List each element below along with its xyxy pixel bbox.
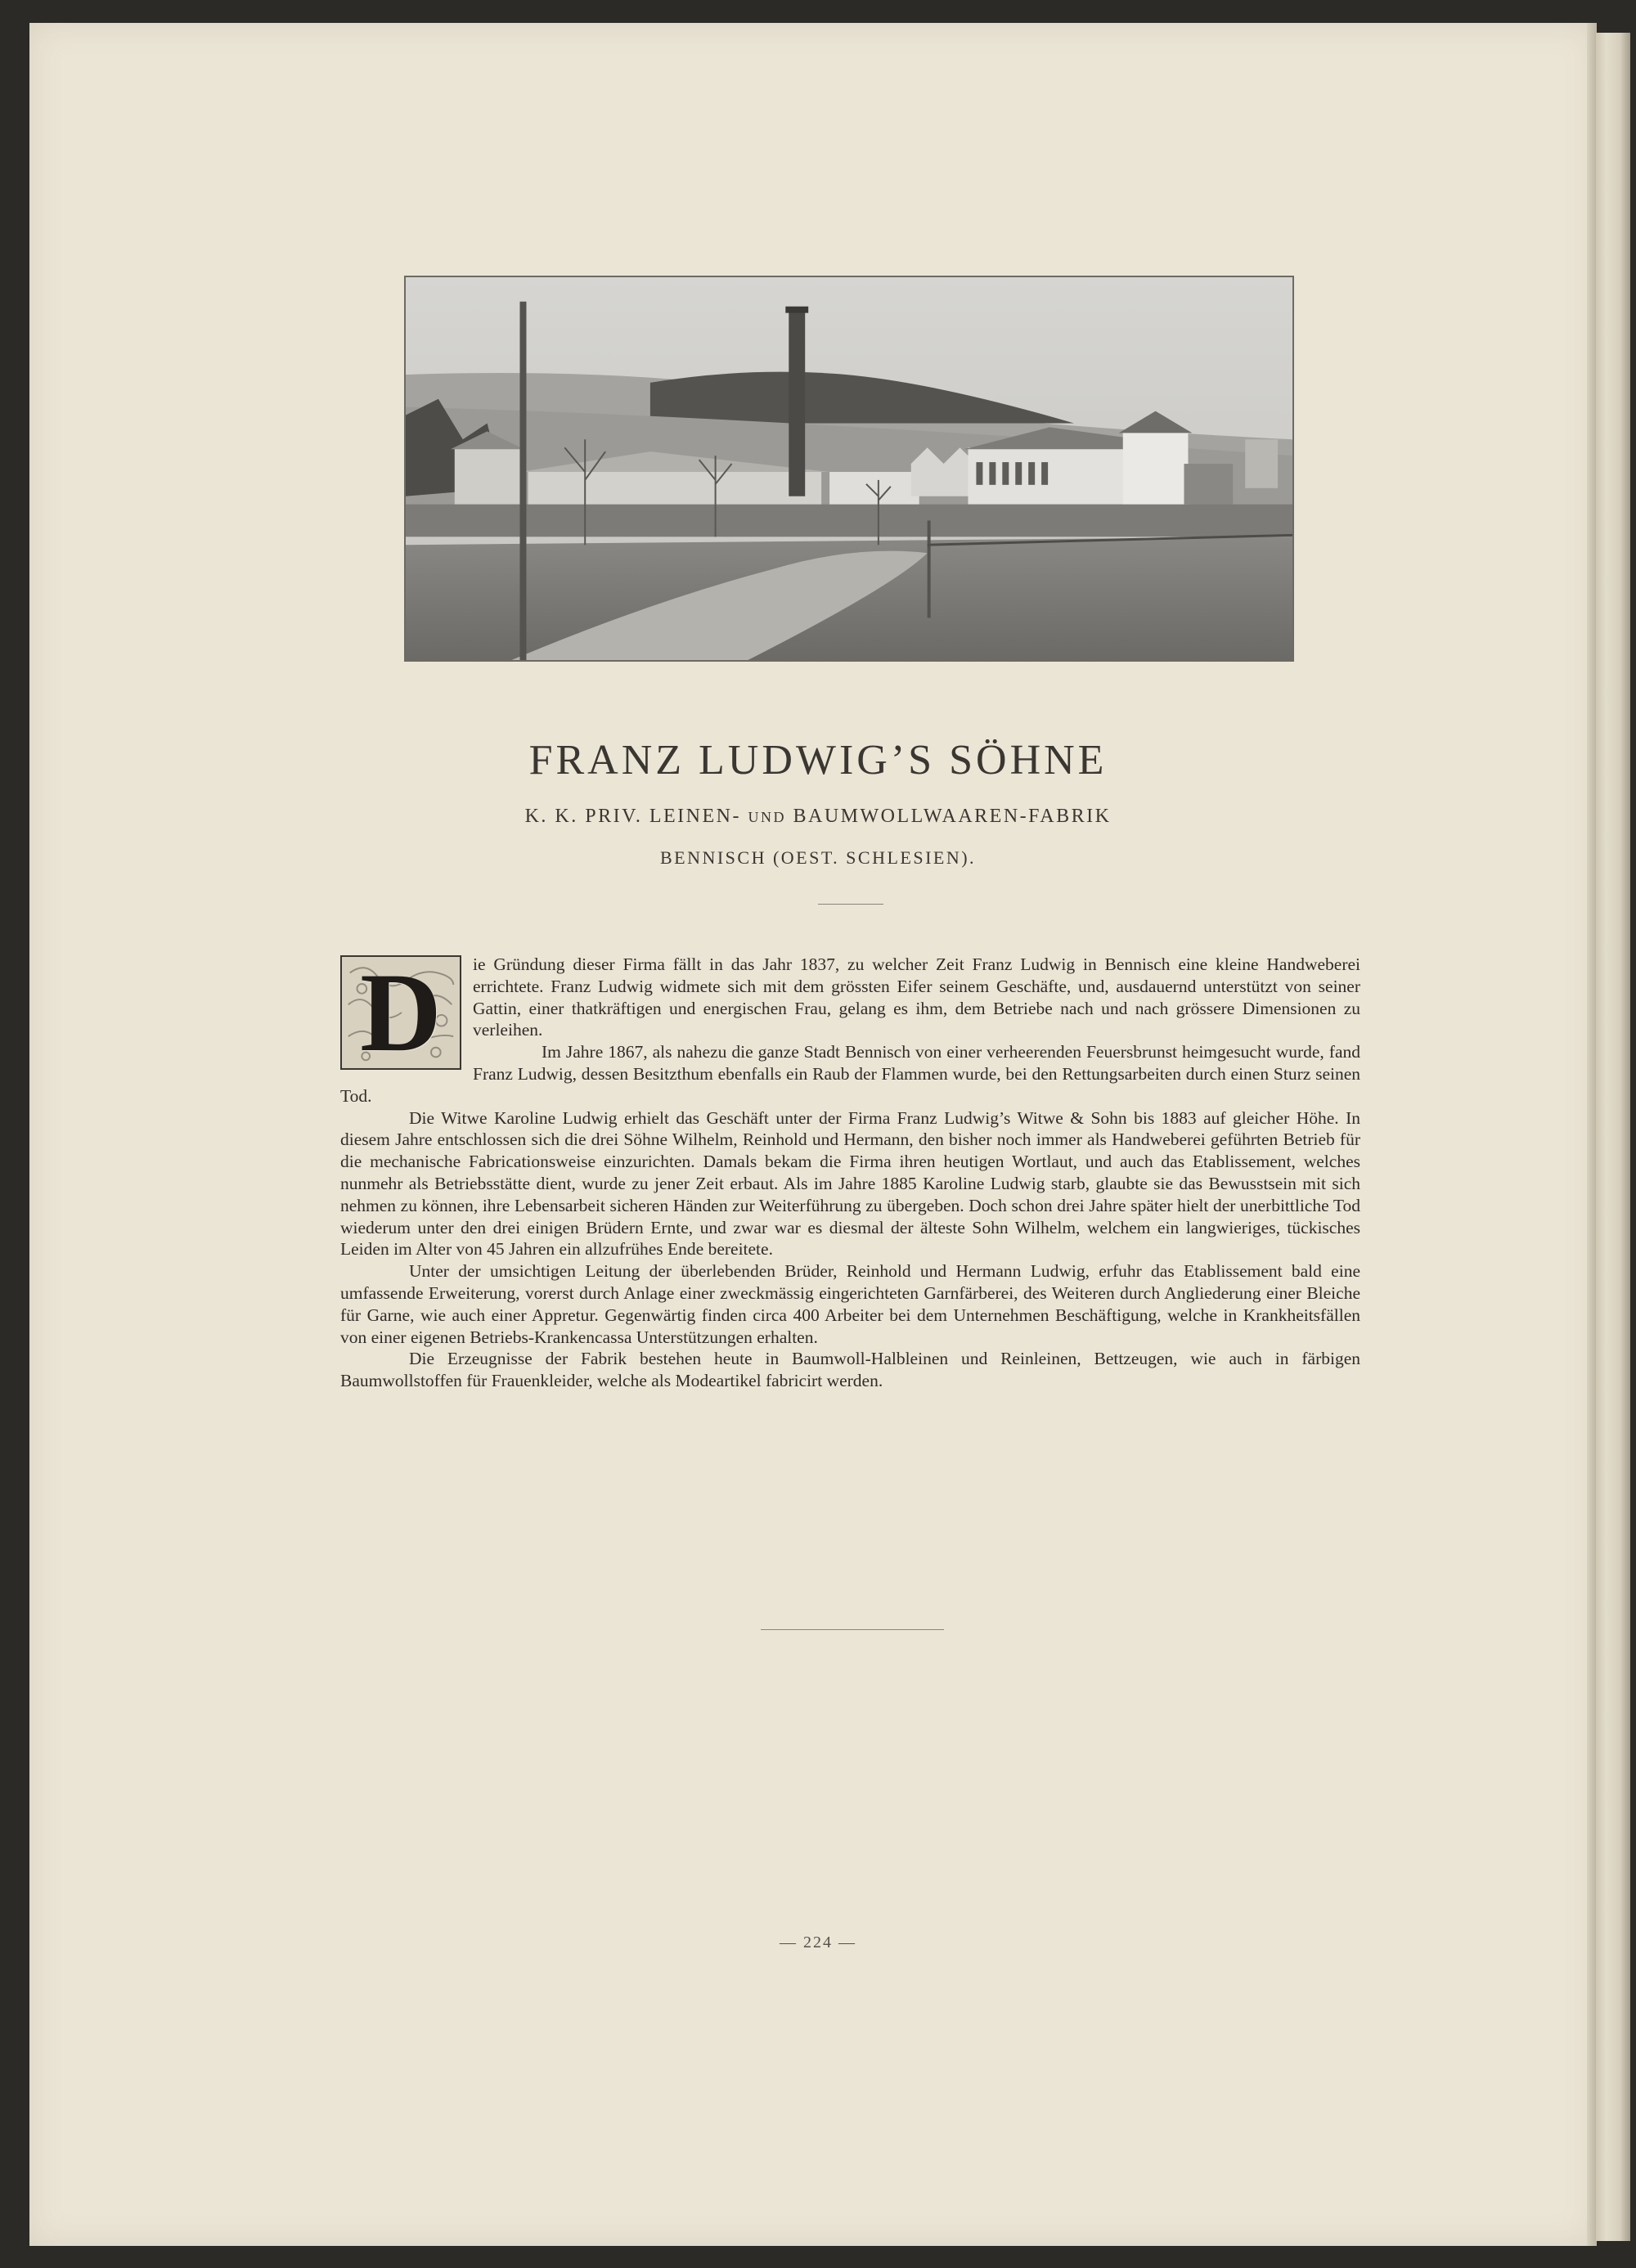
paragraph-5: Die Erzeugnisse der Fabrik bestehen heute in Baumwoll-Halbleinen und Reinleinen, Bettzeugen, wie auch in färbigen Baumwollstoffen für Frauenkleider, welche als Modeartikel fabricirt werden.	[340, 1349, 1360, 1391]
paragraph-2: Im Jahre 1867, als nahezu die ganze Stadt Bennisch von einer verheerenden Feuersbrunst heimgesucht wurde, fand Franz Ludwig, dessen Besitzthum ebenfalls ein Raub der Flammen wurde, bei den Rettungsarbeiten durch einen Sturz seinen Tod.	[340, 1042, 1360, 1106]
paragraph-4: Unter der umsichtigen Leitung der überlebenden Brüder, Reinhold und Hermann Ludwig, erfuhr das Etablissement bald eine umfassende Erweiterung, vorerst durch Anlage einer zweckmässig eingerichteten Garnfärberei, des Weiteren durch Angliederung einer Bleiche für Garne, wie auch einer Appretur. Gegenwärtig finden circa 400 Arbeiter bei dem Unternehmen Beschäftigung, welche in Krankheitsfällen von einer eigenen Betriebs-Krankencassa Unterstützungen erhalten.	[340, 1261, 1360, 1347]
page-number: — 224 —	[780, 1933, 856, 1951]
subtitle-main: K. K. PRIV. LEINEN-	[524, 806, 741, 827]
page-location: BENNISCH (OEST. SCHLESIEN).	[659, 847, 977, 868]
paragraph-1: ie Gründung dieser Firma fällt in das Jahr 1837, zu welcher Zeit Franz Ludwig in Bennisch eine kleine Handweberei errichtete. Franz Ludwig widmete sich mit dem grössten Eifer seinem Geschäfte, und, ausdauernd unterstützt von seiner Gattin, einer thatkräftigen und energischen Frau, gelang es ihm, dem Betriebe nach und nach grössere Dimensionen zu verleihen.	[473, 954, 1360, 1040]
title-divider	[818, 904, 883, 905]
subtitle-end: BAUMWOLLWAAREN-FABRIK	[793, 806, 1112, 827]
article-body	[340, 950, 1360, 1392]
factory-photo-illustration	[406, 277, 1292, 660]
page-title: FRANZ LUDWIG’S SÖHNE	[528, 737, 1108, 784]
subtitle-small-caps: UND	[748, 809, 786, 825]
dropcap-letter: D	[360, 950, 442, 1075]
page-subtitle	[0, 806, 1636, 828]
factory-photograph	[404, 276, 1294, 662]
end-divider	[761, 1629, 944, 1630]
decorative-initial	[340, 950, 461, 1075]
page-edge	[1596, 33, 1630, 2241]
paragraph-3: Die Witwe Karoline Ludwig erhielt das Geschäft unter der Firma Franz Ludwig’s Witwe & Sohn bis 1883 auf gleicher Höhe. In diesem Jahre entschlossen sich die drei Söhne Wilhelm, Reinhold und Hermann, den bisher noch immer als Handweberei geführten Betrieb für die mechanische Fabricationsweise einzurichten. Damals bekam die Firma ihren heutigen Wortlaut, und auch das Etablissement, welches nunmehr als Betriebsstätte dient, wurde zu jener Zeit erbaut. Als im Jahre 1885 Karoline Ludwig starb, glaubte sie das Bewusstsein mit sich nehmen zu können, ihre Lebensarbeit sicheren Händen zur Weiterführung zu übergeben. Doch schon drei Jahre später hielt der unerbittliche Tod wiederum unter den drei einigen Brüdern Ernte, und zwar war es diesmal der älteste Sohn Wilhelm, welchem ein langwieriges, tückisches Leiden im Alter von 45 Jahren ein allzufrühes Ende bereitete.	[340, 1107, 1360, 1260]
